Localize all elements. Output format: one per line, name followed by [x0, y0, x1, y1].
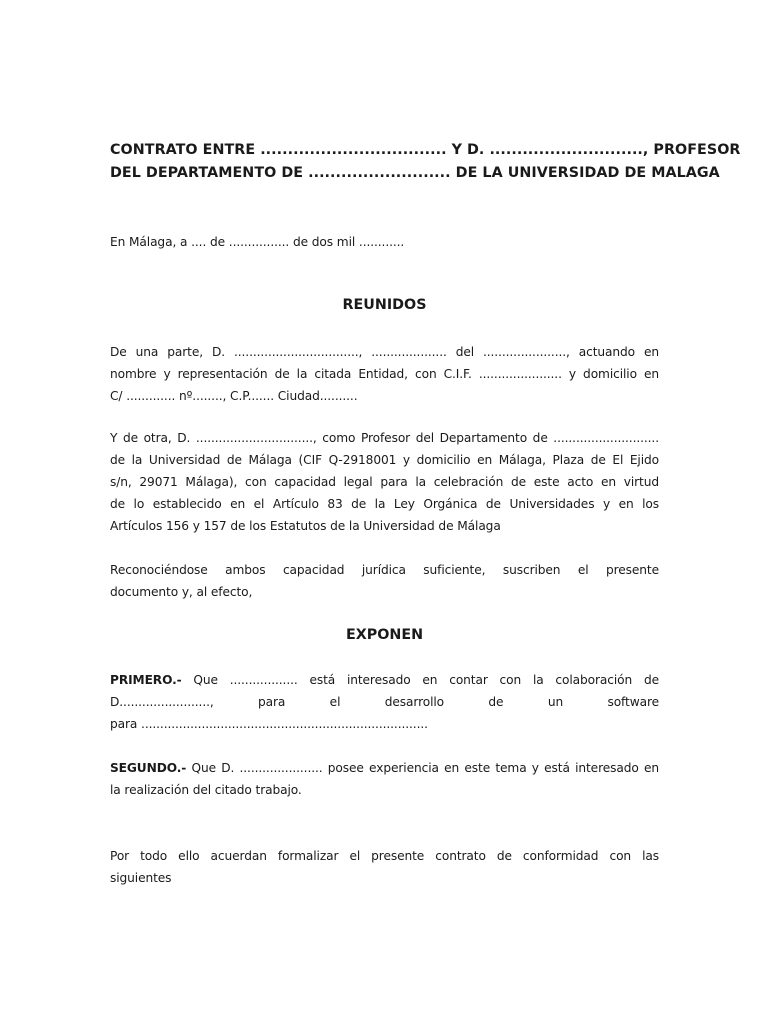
parte2-line: Y de otra, D. ..............................., como Profesor del Departamento de ............................: [110, 431, 659, 445]
reconocimiento-paragraph: [110, 559, 659, 603]
segundo-text: Que D. ...................... posee experiencia en este tema y está interesado en: [186, 761, 659, 775]
parte2-line: Artículos 156 y 157 de los Estatutos de la Universidad de Málaga: [110, 519, 501, 533]
contract-title: [110, 139, 741, 184]
segundo-paragraph: [110, 757, 659, 801]
parte2-line: s/n, 29071 Málaga), con capacidad legal para la celebración de este acto en virtud: [110, 475, 659, 489]
date-line: [110, 231, 659, 253]
parte2-line: de lo establecido en el Artículo 83 de la Ley Orgánica de Universidades y en los: [110, 497, 659, 511]
primero-line: [110, 669, 659, 691]
primero-text: Que .................. está interesado en contar con la colaboración de: [181, 673, 659, 687]
conclusion-paragraph: [110, 845, 659, 889]
reconocimiento-line: documento y, al efecto,: [110, 585, 253, 599]
primero-line: D........................, para el desarrollo de un software: [110, 695, 659, 709]
parte1-line: De una parte, D. ................................., .................... del ......................, actuando en: [110, 345, 659, 359]
parte1-line: C/ ............. nº........, C.P....... Ciudad..........: [110, 389, 358, 403]
parte1-line: nombre y representación de la citada Entidad, con C.I.F. ...................... y domicilio en: [110, 367, 659, 381]
date-text: En Málaga, a .... de ................ de dos mil ............: [110, 235, 405, 249]
primero-label: PRIMERO.-: [110, 673, 182, 687]
segundo-label: SEGUNDO.-: [110, 761, 187, 775]
conclusion-line: siguientes: [110, 871, 172, 885]
primero-line: para ............................................................................: [110, 717, 428, 731]
title-line-2: DEL DEPARTAMENTO DE .......................... DE LA UNIVERSIDAD DE MALAGA: [110, 164, 720, 181]
conclusion-line: Por todo ello acuerdan formalizar el presente contrato de conformidad con las: [110, 849, 659, 863]
segundo-line: [110, 757, 659, 779]
primero-paragraph: [110, 669, 659, 735]
reconocimiento-line: Reconociéndose ambos capacidad jurídica suficiente, suscriben el presente: [110, 563, 659, 577]
segundo-line: la realización del citado trabajo.: [110, 783, 302, 797]
reunidos-parte-1: [110, 341, 659, 407]
reunidos-parte-2: [110, 427, 659, 537]
reunidos-heading: REUNIDOS: [342, 297, 427, 313]
exponen-heading: EXPONEN: [345, 627, 424, 643]
title-line-1: CONTRATO ENTRE .................................. Y D. ............................, PROFESOR: [110, 142, 741, 158]
parte2-line: de la Universidad de Málaga (CIF Q-2918001 y domicilio en Málaga, Plaza de El Ejido: [110, 453, 659, 467]
